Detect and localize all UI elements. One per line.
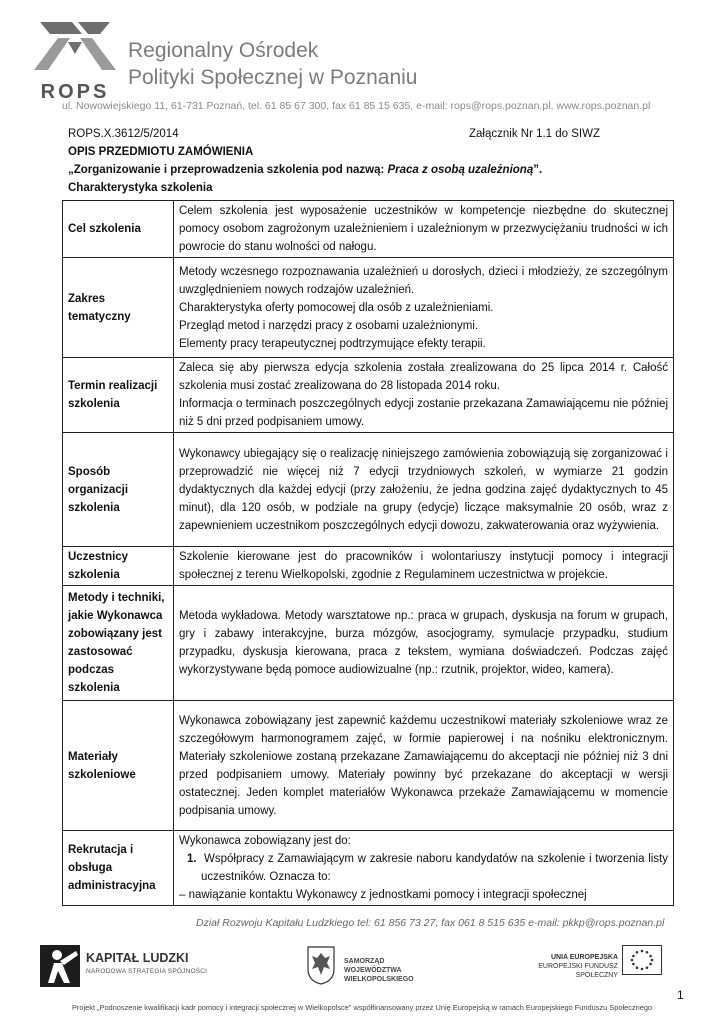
zakres-line: Elementy pracy terapeutycznej podtrzymujące efekty terapii.	[179, 337, 486, 350]
organization-name-line2: Polityki Społecznej w Poznaniu	[128, 66, 418, 89]
page-number: 1	[677, 988, 684, 1002]
zakres-line: Przegląd metod i narzędzi pracy z osobami uzależnionymi.	[179, 319, 479, 332]
training-spec-table	[62, 200, 674, 906]
samorzad-label: SAMORZĄD WOJEWÓDZTWA WIELKOPOLSKIEGO	[344, 958, 414, 983]
footer	[0, 905, 725, 1024]
table-row	[63, 258, 674, 358]
ue-title: UNIA EUROPEJSKA	[550, 954, 618, 961]
zakres-line: Charakterystyka oferty pomocowej dla osób z uzależnieniami.	[179, 301, 494, 314]
letterhead	[0, 0, 725, 122]
subtitle-suffix: ”.	[533, 164, 543, 176]
rops-logo	[30, 20, 120, 102]
zakres-line: Metody wczesnego rozpoznawania uzależnień u dorosłych, dzieci i młodzieży, ze szczególnym uwzględnieniem nowych rodzajów uzależnień.	[179, 265, 668, 296]
rekrutacja-item-1	[179, 850, 668, 886]
row-content-cel: Celem szkolenia jest wyposażenie uczestników w kompetencje niezbędne do skutecznej pomocy osobom zagrożonym uzależnieniem i uzależnionym w przezwyciężaniu trudności w ich powrocie do stanu wolności od nałogu.	[174, 201, 674, 258]
eu-flag-icon	[622, 945, 662, 975]
row-content-uczestnicy: Szkolenie kierowane jest do pracowników i wolontariuszy instytucji pomocy i integracji społecznej z terenu Wielkopolski, zgodnie z Regulaminem uczestnictwa w projekcie.	[174, 547, 674, 586]
termin-line: Zaleca się aby pierwsza edycja szkolenia została zrealizowana do 25 lipca 2014 r. Całość szkolenia musi zostać zrealizowana do 28 listopada 2014 roku.	[179, 362, 668, 392]
row-label-materialy: Materiały szkoleniowe	[63, 701, 174, 831]
row-label-rekrutacja: Rekrutacja i obsługa administracyjna	[63, 831, 174, 906]
project-funding-line: Projekt „Podnoszenie kwalifikacji kadr pomocy i integracji społecznej w Wielkopolsce” współfinansowany przez Unię Europejską w ramach Europejskiego Funduszu Społecznego	[72, 1003, 653, 1012]
table-row	[63, 358, 674, 433]
subtitle-prefix: „Zorganizowanie i przeprowadzenia szkolenia pod nazwą:	[68, 164, 388, 176]
table-row	[63, 433, 674, 547]
ue-fund: EUROPEJSKI FUNDUSZ SPOŁECZNY	[538, 963, 618, 979]
row-content-metody: Metoda wykładowa. Metody warsztatowe np.: praca w grupach, dyskusja na forum w grupach, gry i zabawy interakcyjne, burza mózgów, asocjogramy, symulacje przypadku, studium przypadku, dyskusja kierowana, praca z tekstem, wymiana doświadczeń. Podczas zajęć wykorzystywane będą pomoce audiowizualne (np.: rzutnik, projektor, wideo, kamera).	[174, 586, 674, 701]
row-content-materialy: Wykonawca zobowiązany jest zapewnić każdemu uczestnikowi materiały szkoleniowe wraz ze szczegółowym harmonogramem zajęć, w formie papierowej i na nośniku elektronicznym. Materiały szkoleniowe zostaną przekazane Zamawiającemu do akceptacji nie później niż 3 dni przed podpisaniem umowy. Materiały powinny być przekazane do akceptacji w wersji ostatecznej. Jeden komplet materiałów Wykonawca przekaże Zamawiającemu w momencie podpisania umowy.	[174, 701, 674, 831]
contact-line: ul. Nowowiejskiego 11, 61-731 Poznań, tel. 61 85 67 300, fax 61 85 15 635, e-mail: rops@rops.poznan.pl, www.rops.poznan.pl	[62, 100, 651, 112]
row-label-zakres: Zakres tematyczny	[63, 258, 174, 358]
document-title: OPIS PRZEDMIOTU ZAMÓWIENIA	[68, 146, 254, 158]
organization-name	[128, 37, 418, 91]
table-row	[63, 831, 674, 906]
svg-text:ROPS: ROPS	[40, 81, 110, 102]
rekrutacja-item-1-num: 1.	[187, 853, 197, 865]
organization-name-line1: Regionalny Ośrodek	[128, 39, 319, 62]
row-label-uczestnicy: Uczestnicy szkolenia	[63, 547, 174, 586]
table-row	[63, 701, 674, 831]
document-subtitle	[68, 164, 542, 176]
kapital-ludzki-label: KAPITAŁ LUDZKI	[86, 951, 189, 965]
annex-label: Załącznik Nr 1.1 do SIWZ	[469, 128, 601, 140]
row-label-termin: Termin realizacji szkolenia	[63, 358, 174, 433]
table-row	[63, 586, 674, 701]
reference-number: ROPS.X.3612/5/2014	[68, 128, 179, 140]
row-content-sposob: Wykonawcy ubiegający się o realizację niniejszego zamówienia zobowiązują się zorganizować i przeprowadzić nie więcej niż 7 edycji trzydniowych szkoleń, w wymiarze 21 godzin dydaktycznych dla każdej edycji (przy założeniu, że jedna godzina zajęć dydaktycznych to 45 minut), dla 120 osób, w podziale na grupy (edycje) liczące maksymalnie 20 osób, wraz z zapewnieniem uczestnikom poszczególnych edycji dowozu, zakwaterowania oraz wyżywienia.	[174, 433, 674, 547]
ue-label	[536, 953, 618, 980]
rekrutacja-item-1-text: Współpracy z Zamawiającym w zakresie naboru kandydatów na szkolenie i tworzenia listy uczestników. Oznacza to:	[201, 853, 669, 883]
kapital-ludzki-logo-icon	[40, 945, 80, 987]
department-contact-line: Dział Rozwoju Kapitału Ludzkiego tel: 61 856 73 27, fax 061 8 515 635 e-mail: pkkp@rops.poznan.pl	[196, 917, 665, 929]
kapital-ludzki-sublabel: NARODOWA STRATEGIA SPÓJNOŚCI	[86, 968, 208, 975]
rekrutacja-dash-1: – nawiązanie kontaktu Wykonawcy z jednostkami pomocy i integracji społecznej	[179, 889, 587, 901]
row-content-termin	[174, 358, 674, 433]
row-content-zakres	[174, 258, 674, 358]
wielkopolska-eagle-icon	[306, 945, 336, 985]
rekrutacja-intro: Wykonawca zobowiązany jest do:	[179, 835, 351, 847]
table-row	[63, 201, 674, 258]
section-heading: Charakterystyka szkolenia	[68, 182, 213, 194]
row-label-metody: Metody i techniki, jakie Wykonawca zobowiązany jest zastosować podczas szkolenia	[63, 586, 174, 701]
termin-line: Informacja o terminach poszczególnych edycji zostanie przekazana Zamawiającemu nie później niż 5 dni przed podpisaniem umowy.	[179, 398, 668, 428]
row-label-sposob: Sposób organizacji szkolenia	[63, 433, 174, 547]
table-row	[63, 547, 674, 586]
subtitle-italic: Praca z osobą uzależnioną	[387, 164, 534, 176]
row-label-cel: Cel szkolenia	[63, 201, 174, 258]
row-content-rekrutacja	[174, 831, 674, 906]
